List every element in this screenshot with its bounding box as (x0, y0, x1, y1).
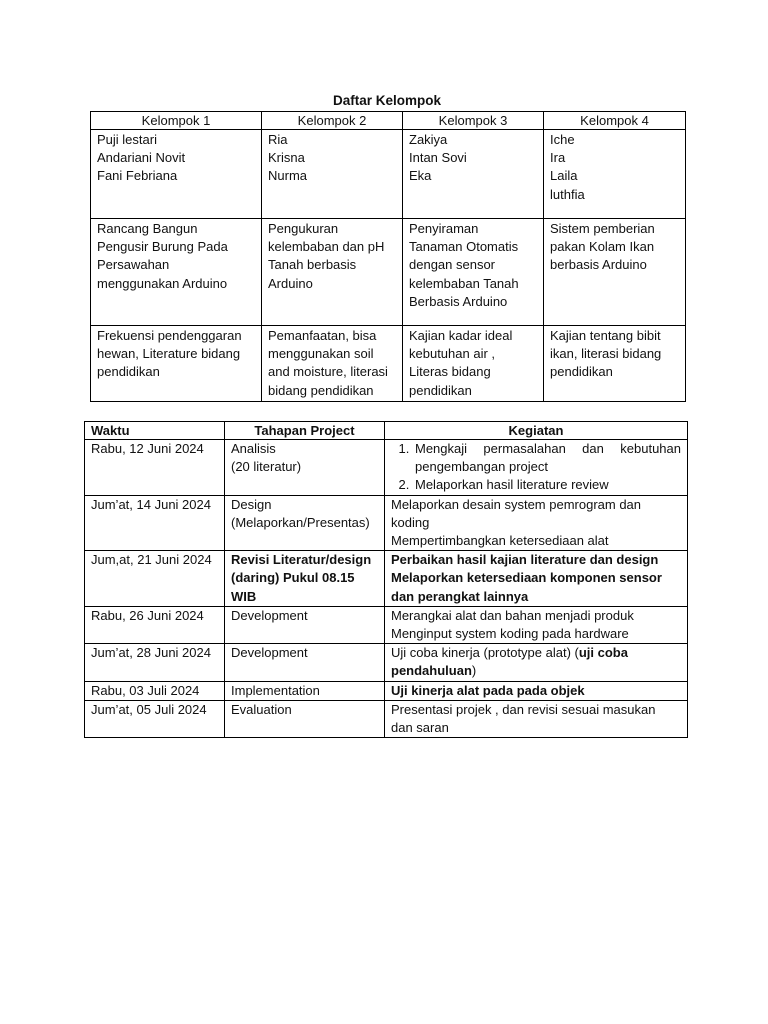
member-name: Ira (550, 150, 566, 166)
text-run-bold: uji coba (578, 645, 628, 661)
text-run: Uji coba kinerja (prototype alat) ( (391, 645, 579, 661)
list-item: 2. Melaporkan hasil literature review (413, 476, 681, 494)
project-title-cell (262, 219, 403, 326)
column-header-tahapan: Tahapan Project (225, 422, 385, 440)
member-name: Eka (409, 168, 432, 184)
activity-cell (385, 551, 688, 607)
table-row (85, 644, 688, 681)
date-cell: Jum,at, 21 Juni 2024 (85, 551, 225, 607)
text-line: kelembaban dan pH (268, 239, 385, 255)
text-line: ikan, literasi bidang (550, 346, 662, 362)
activity-list (391, 440, 681, 495)
text-line: Revisi Literatur/design (231, 552, 372, 568)
text-line: pendidikan (409, 382, 472, 398)
text-line: Pengusir Burung Pada (97, 239, 228, 255)
column-header-kelompok-3: Kelompok 3 (403, 112, 544, 130)
date-cell: Jum’at, 14 Juni 2024 (85, 495, 225, 551)
stage-cell: Development (225, 606, 385, 643)
date-cell: Rabu, 26 Juni 2024 (85, 606, 225, 643)
stage-cell: Development (225, 644, 385, 681)
member-name: Iche (550, 132, 575, 147)
table-row (85, 495, 688, 551)
text-line: dan perangkat lainnya (391, 588, 529, 604)
member-name: Ria (268, 132, 288, 147)
text-line: Mempertimbangkan ketersediaan alat (391, 533, 609, 549)
text-line: Sistem pemberian (550, 221, 655, 236)
text-line: pendidikan (550, 364, 613, 380)
text-line: (Melaporkan/Presentas) (231, 514, 370, 530)
table-row-anggota (91, 130, 686, 219)
text-line: dengan sensor (409, 257, 496, 273)
date-cell: Rabu, 03 Juli 2024 (85, 681, 225, 700)
text-line: berbasis Arduino (550, 257, 647, 273)
text-line: Persawahan (97, 257, 170, 273)
text-line: pakan Kolam Ikan (550, 239, 655, 255)
text-line (391, 644, 681, 662)
text-line: Rancang Bangun (97, 221, 198, 236)
table-row (85, 700, 688, 737)
text-line: menggunakan soil (268, 346, 374, 362)
activity-cell (385, 606, 688, 643)
activity-cell (385, 495, 688, 551)
text-line: Penyiraman (409, 221, 479, 236)
table-row (85, 606, 688, 643)
stage-cell (225, 495, 385, 551)
text-line: kebutuhan air , (409, 346, 496, 362)
column-header-waktu: Waktu (85, 422, 225, 440)
text-line: pendidikan (97, 364, 160, 380)
table-row (85, 681, 688, 700)
text-line: (daring) Pukul 08.15 (231, 570, 355, 586)
table-header-row (85, 422, 688, 440)
text-line (391, 662, 681, 680)
stage-cell: Evaluation (225, 700, 385, 737)
text-line: Arduino (268, 275, 313, 291)
document-title: Daftar Kelompok (332, 93, 442, 108)
member-name: Krisna (268, 150, 305, 166)
member-cell (544, 130, 686, 219)
text-line: Tanaman Otomatis (409, 239, 519, 255)
table-row-judul (91, 219, 686, 326)
project-title-cell (91, 219, 262, 326)
stage-cell (225, 551, 385, 607)
text-line: Merangkai alat dan bahan menjadi produk (391, 607, 634, 623)
text-line: Melaporkan ketersediaan komponen sensor (391, 570, 662, 586)
text-line: kelembaban Tanah (409, 275, 519, 291)
text-line: Analisis (231, 441, 276, 456)
activity-cell (385, 700, 688, 737)
text-line: (20 literatur) (231, 459, 302, 475)
text-line: Tanah berbasis (268, 257, 357, 273)
member-cell (403, 130, 544, 219)
study-cell (544, 326, 686, 402)
text-line: and moisture, literasi (268, 364, 388, 380)
text-line: hewan, Literature bidang (97, 346, 241, 362)
activity-cell (385, 440, 688, 496)
date-cell: Rabu, 12 Juni 2024 (85, 440, 225, 496)
text-line: Pemanfaatan, bisa (268, 328, 377, 343)
text-run-bold: pendahuluan (391, 663, 472, 679)
study-cell (403, 326, 544, 402)
text-line: Presentasi projek , dan revisi sesuai masukan (391, 701, 656, 717)
study-cell (91, 326, 262, 402)
table-row (85, 551, 688, 607)
text-line: menggunakan Arduino (97, 275, 228, 291)
group-list-table (90, 111, 686, 402)
column-header-kelompok-4: Kelompok 4 (544, 112, 686, 130)
text-line: Perbaikan hasil kajian literature dan design (391, 552, 659, 568)
text-line: pengembangan project (415, 459, 548, 475)
stage-cell: Implementation (225, 681, 385, 700)
text-line: WIB (231, 588, 257, 604)
member-name: Laila (550, 168, 578, 184)
member-name: Nurma (268, 168, 308, 184)
text-line: Design (231, 496, 272, 512)
project-title-cell (403, 219, 544, 326)
member-name: Zakiya (409, 132, 448, 147)
text-line: Pengukuran (268, 221, 339, 236)
table-row (85, 440, 688, 496)
member-name: luthfia (550, 186, 585, 202)
text-line: dan saran (391, 720, 449, 736)
activity-cell (385, 644, 688, 681)
list-item (413, 440, 681, 476)
column-header-kelompok-1: Kelompok 1 (91, 112, 262, 130)
project-title-cell (544, 219, 686, 326)
column-header-kegiatan: Kegiatan (385, 422, 688, 440)
study-cell (262, 326, 403, 402)
date-cell: Jum’at, 28 Juni 2024 (85, 644, 225, 681)
text-line: Berbasis Arduino (409, 293, 508, 309)
text-line: Menginput system koding pada hardware (391, 626, 629, 642)
text-line: Kajian kadar ideal (409, 328, 513, 343)
text-run: ) (471, 663, 477, 679)
table-header-row (91, 112, 686, 130)
text-line: bidang pendidikan (268, 382, 374, 398)
column-header-kelompok-2: Kelompok 2 (262, 112, 403, 130)
member-name: Puji lestari (97, 132, 157, 147)
text-line: Frekuensi pendenggaran (97, 328, 242, 343)
date-cell: Jum’at, 05 Juli 2024 (85, 700, 225, 737)
text-line: Kajian tentang bibit (550, 328, 661, 343)
member-cell (262, 130, 403, 219)
member-name: Fani Febriana (97, 168, 178, 184)
text-line: Melaporkan desain system pemrogram dan (391, 496, 642, 512)
member-name: Intan Sovi (409, 150, 467, 166)
activity-cell: Uji kinerja alat pada pada objek (385, 681, 688, 700)
schedule-table (84, 421, 688, 738)
text-line: 1. Mengkaji permasalahan dan kebutuhan (415, 441, 681, 456)
text-line: Literas bidang (409, 364, 491, 380)
text-line: koding (391, 514, 430, 530)
member-cell (91, 130, 262, 219)
member-name: Andariani Novit (97, 150, 186, 166)
stage-cell (225, 440, 385, 496)
table-row-kajian (91, 326, 686, 402)
